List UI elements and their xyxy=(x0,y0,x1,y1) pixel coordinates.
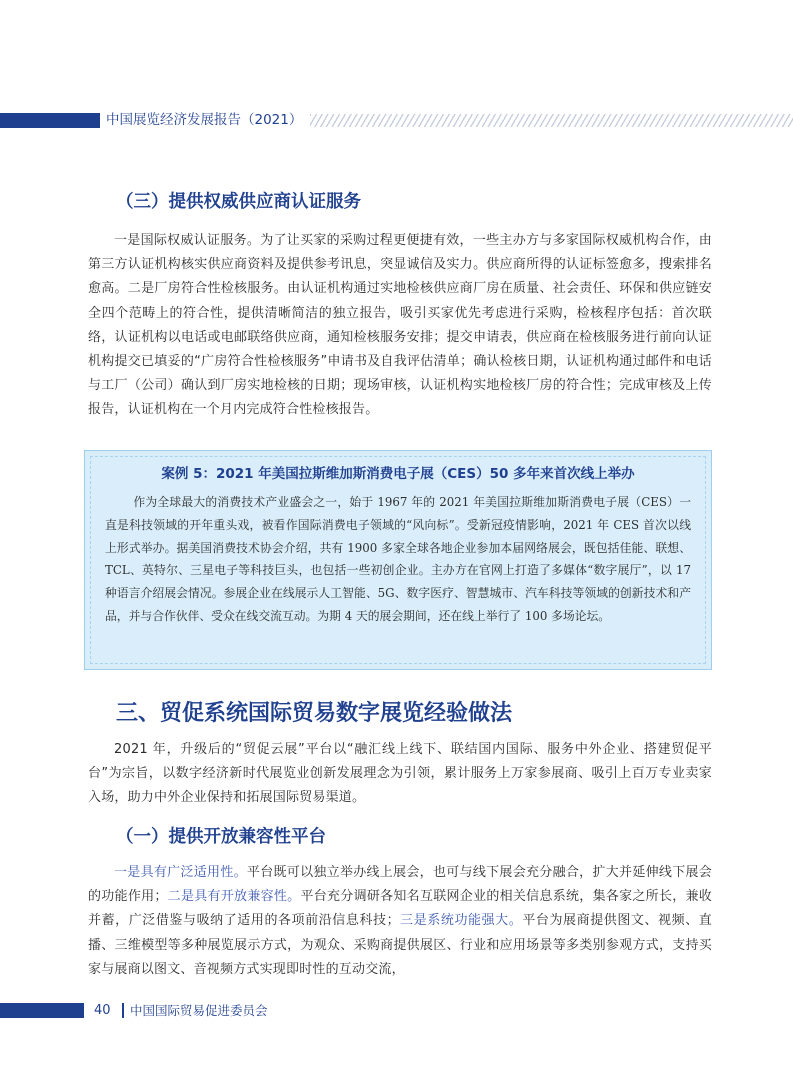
case-body: 作为全球最大的消费技术产业盛会之一，始于 1967 年的 2021 年美国拉斯维加斯消费电子展（CES）一直是科技领域的开年重头戏，被看作国际消费电子领域的“风向标”。受新冠疫情影响，2021 年 CES 首次以线上形式举办。据美国消费技术协会介绍，共有 1900 多家全球各地企业参加本届网络展会，既包括佳能、联想、TCL、英特尔、三星电子等科技巨头，也包括一些初创企业。主办方在官网上打造了多媒体“数字展厅”，以 17 种语言介绍展会情况。参展企业在线展示人工智能、5G、数字医疗、智慧城市、汽车科技等领域的创新技术和产品，并与合作伙伴、受众在线交流互动。为期 4 天的展会期间，还在线上举行了 100 多场论坛。 xyxy=(105,495,691,623)
section-title-certification: （三）提供权威供应商认证服务 xyxy=(116,192,361,212)
header-bar xyxy=(0,113,100,128)
highlight-functionality: 三是系统功能强大。 xyxy=(399,913,523,929)
case-box xyxy=(84,450,712,670)
paragraph-cloud-expo: 2021 年，升级后的“贸促云展”平台以“融汇线上线下、联结国内国际、服务中外企业、搭建贸促平台”为宗旨，以数字经济新时代展览业创新发展理念为引领，累计服务上万家参展商、吸引上百万专业卖家入场，助力中外企业保持和拓展国际贸易渠道。 xyxy=(88,742,712,806)
page-number: 40 xyxy=(94,1003,111,1018)
text-compatibility: 平台充分调研各知名互联网企业的相关信息系统，集各家之所长，兼收并蓄，广泛借鉴与吸纳了适用的各项前沿信息科技； xyxy=(88,889,712,929)
footer-bar xyxy=(0,1003,84,1018)
footer-separator xyxy=(122,1003,124,1018)
case-title: 案例 5：2021 年美国拉斯维加斯消费电子展（CES）50 多年来首次线上举办 xyxy=(161,466,635,482)
header-hatch-decoration xyxy=(310,114,793,127)
text-applicability: 平台既可以独立举办线上展会，也可与线下展会充分融合，扩大并延伸线下展会的功能作用； xyxy=(88,865,712,905)
footer-org: 中国国际贸易促进委员会 xyxy=(130,1003,268,1018)
paragraph-certification: 一是国际权威认证服务。为了让买家的采购过程更便捷有效，一些主办方与多家国际权威机构合作，由第三方认证机构核实供应商资料及提供参考讯息，突显诚信及实力。供应商所得的认证标签愈多，搜索排名愈高。二是厂房符合性检核服务。由认证机构通过实地检核供应商厂房在质量、社会责任、环保和供应链安全四个范畴上的符合性，提供清晰简洁的独立报告，吸引买家优先考虑进行采购，检核程序包括：首次联络，认证机构以电话或电邮联络供应商，通知检核服务安排；提交申请表，供应商在检核服务进行前向认证机构提交已填妥的“广房符合性检核服务”申请书及自我评估清单；确认检核日期，认证机构通过邮件和电话与工厂（公司）确认到厂房实地检核的日期；现场审核，认证机构实地检核厂房的符合性；完成审核及上传报告，认证机构在一个月内完成符合性检核报告。 xyxy=(88,233,712,418)
text-functionality: 平台为展商提供图文、视频、直播、三维模型等多种展览展示方式，为观众、采购商提供展区、行业和应用场景等多类别参观方式，支持买家与展商以图文、音视频方式实现即时性的互动交流， xyxy=(88,913,712,977)
highlight-compatibility: 二是具有开放兼容性。 xyxy=(167,889,301,905)
chapter-title: 三、贸促系统国际贸易数字展览经验做法 xyxy=(116,701,513,726)
header-title: 中国展览经济发展报告（2021） xyxy=(106,112,303,128)
paragraph-open-platform xyxy=(88,861,712,982)
highlight-applicability: 一是具有广泛适用性。 xyxy=(114,865,247,880)
section-title-open-platform: （一）提供开放兼容性平台 xyxy=(116,827,326,847)
